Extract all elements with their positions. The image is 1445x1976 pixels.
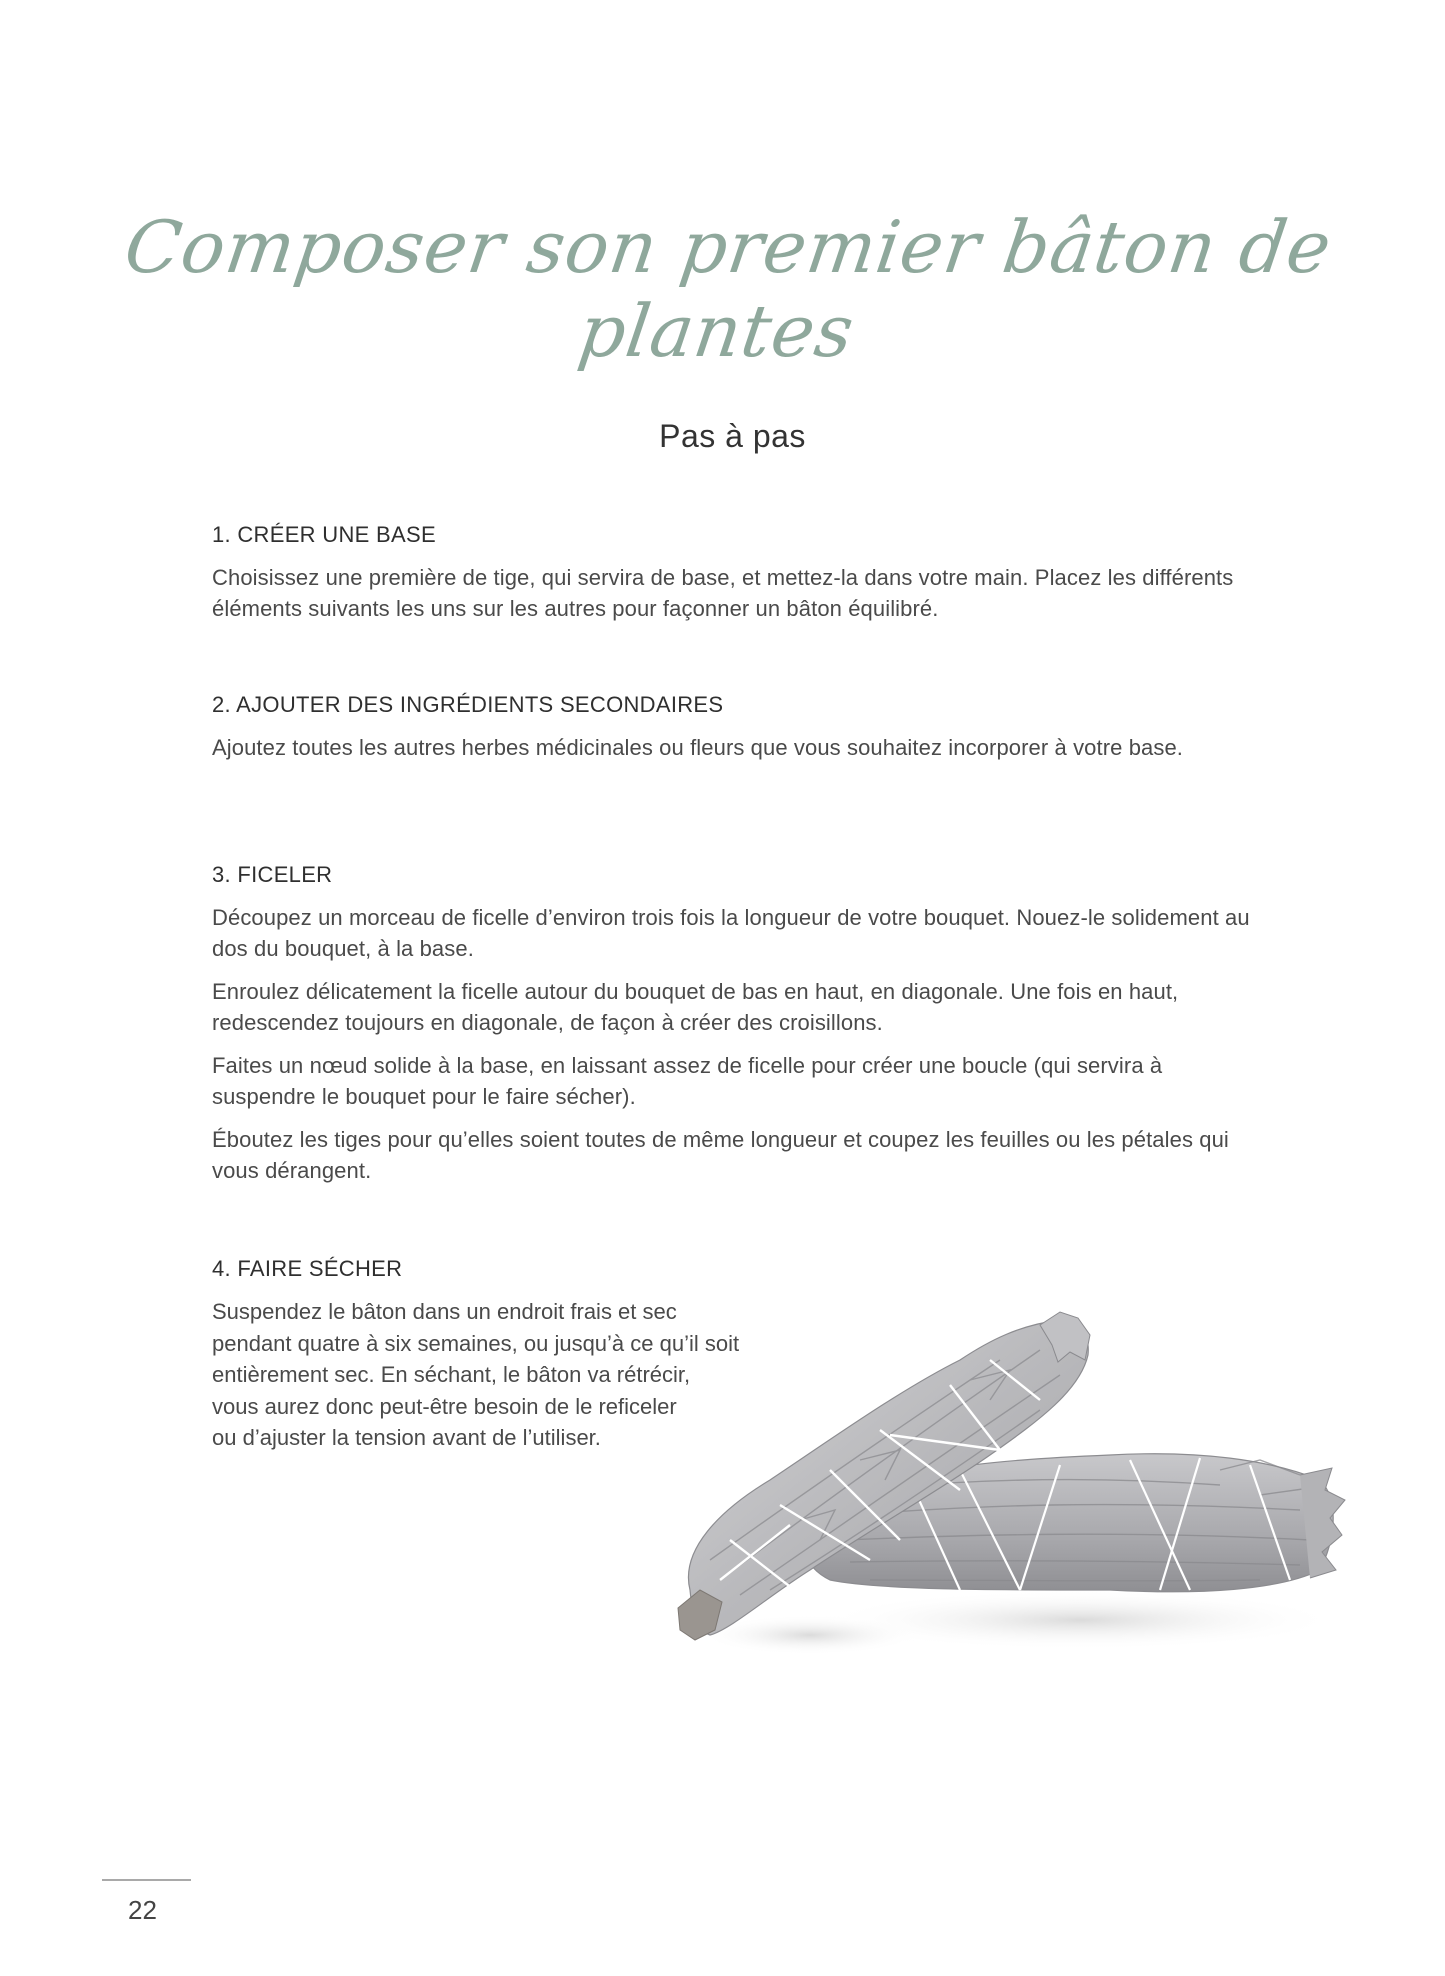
page-title: Composer son premier bâton de plantes: [119, 205, 1337, 373]
step-paragraph: Choisissez une première de tige, qui servira de base, et mettez-la dans votre main. Placez les différents éléments suivants les uns sur les autres pour façonner un bâton équilibré.: [212, 565, 1234, 621]
sage-bundles-image: [660, 1290, 1350, 1670]
page-number: 22: [128, 1895, 157, 1925]
step-heading: 3. FICELER: [212, 862, 333, 887]
step-3: [212, 860, 1262, 1198]
text-line: pendant quatre à six semaines, ou jusqu’à ce qu’il soit: [212, 1330, 740, 1356]
step-paragraph: Découpez un morceau de ficelle d’environ trois fois la longueur de votre bouquet. Nouez-le solidement au dos du bouquet, à la base.: [212, 905, 1250, 961]
step-paragraph: Faites un nœud solide à la base, en laissant assez de ficelle pour créer une boucle (qui servira à suspendre le bouquet pour le faire sécher).: [212, 1053, 1163, 1109]
text-line: vous aurez donc peut-être besoin de le reficeler: [212, 1393, 677, 1419]
step-heading: 4. FAIRE SÉCHER: [212, 1256, 403, 1281]
step-2: [212, 690, 1262, 775]
text-line: ou d’ajuster la tension avant de l’utiliser.: [212, 1425, 601, 1450]
step-heading: 2. AJOUTER DES INGRÉDIENTS SECONDAIRES: [212, 692, 724, 717]
step-1: [212, 520, 1262, 636]
step-paragraph: Éboutez les tiges pour qu’elles soient toutes de même longueur et coupez les feuilles ou les pétales qui vous dérangent.: [212, 1127, 1229, 1183]
page-number-rule: [102, 1879, 191, 1881]
text-line: entièrement sec. En séchant, le bâton va rétrécir,: [212, 1362, 691, 1387]
step-paragraph: Ajoutez toutes les autres herbes médicinales ou fleurs que vous souhaitez incorporer à votre base.: [212, 735, 1184, 760]
step-paragraph: Enroulez délicatement la ficelle autour du bouquet de bas en haut, en diagonale. Une fois en haut, redescendez toujours en diagonale, de façon à créer des croisillons.: [212, 979, 1179, 1035]
page-subtitle: Pas à pas: [659, 418, 806, 454]
step-heading: 1. CRÉER UNE BASE: [212, 522, 436, 547]
text-line: Suspendez le bâton dans un endroit frais et sec: [212, 1299, 677, 1324]
